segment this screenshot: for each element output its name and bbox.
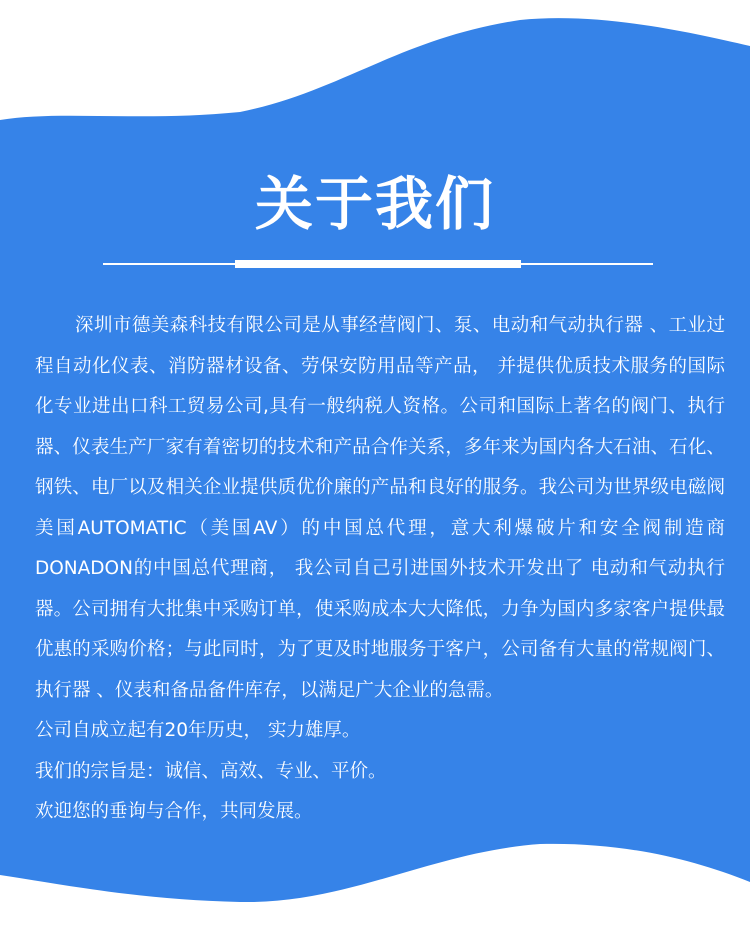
divider-accent-bar [235, 260, 521, 268]
page-title: 关于我们 [254, 170, 495, 238]
welcome-paragraph: 欢迎您的垂询与合作，共同发展。 [35, 801, 313, 822]
history-paragraph: 公司自成立起有20年历史， 实力雄厚。 [35, 720, 361, 741]
mission-paragraph: 我们的宗旨是：诚信、高效、专业、平价。 [35, 760, 387, 782]
title-divider [103, 258, 653, 270]
company-description [35, 306, 725, 833]
intro-paragraph: 深圳市德美森科技有限公司是从事经营阀门、泵、电动和气动执行器 、工业过程自动化仪表、消防器材设备、劳保安防用品等产品， 并提供优质技术服务的国际化专业进出口科工贸易公司,具有一般纳税人资格。公司和国际上著名的阀门、执行器、仪表生产厂家有着密切的技术和产品合作关系，多年来为国内各大石油、石化、钢铁、电厂以及相关企业提供质优价廉的产品和良好的服务。我公司为世界级电磁阀美国AUTOMATIC（美国AV）的中国总代理，意大利爆破片和安全阀制造商DONADON的中国总代理商， 我公司自己引进国外技术开发出了 电动和气动执行器。公司拥有大批集中采购订单，使采购成本大大降低，力争为国内多家客户提供最优惠的采购价格；与此同时，为了更及时地服务于客户，公司备有大量的常规阀门、执行器 、仪表和备品备件库存，以满足广大企业的急需。 [35, 315, 725, 701]
